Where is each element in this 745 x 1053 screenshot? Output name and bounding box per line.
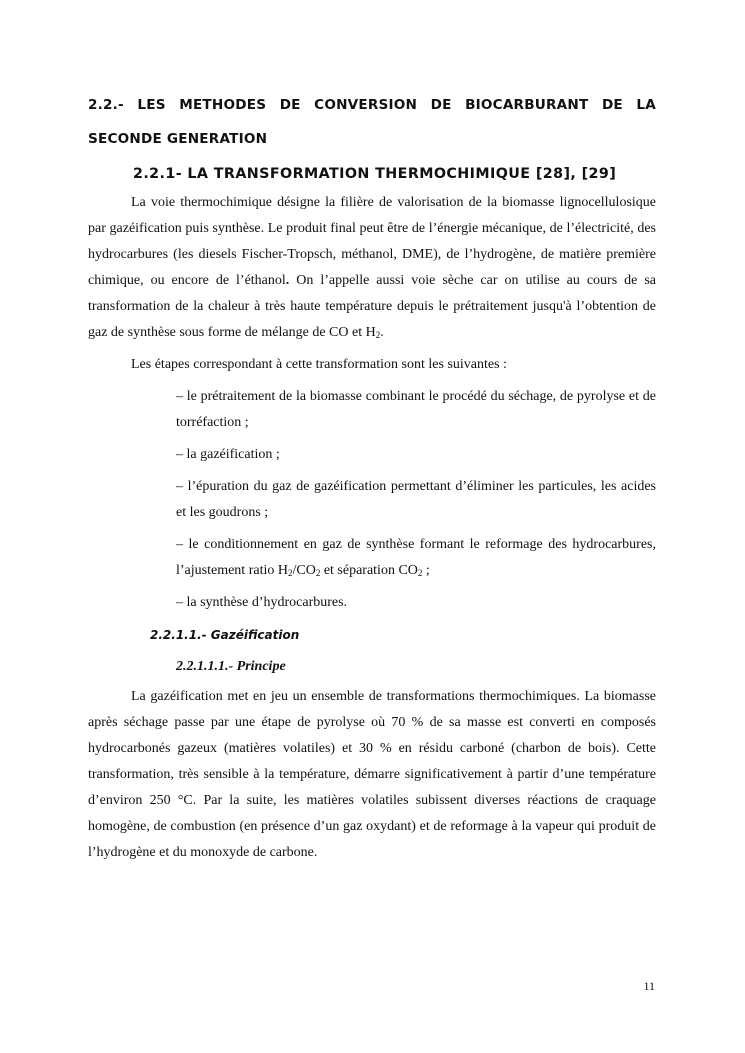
heading-principe: 2.2.1.1.1.- Principe [176, 659, 286, 674]
step-conditionnement [176, 532, 656, 584]
paragraph-etapes: Les étapes correspondant à cette transformation sont les suivantes : [131, 357, 507, 372]
step-gazeification: – la gazéification ; [176, 447, 280, 462]
para1-dot: . [285, 273, 290, 288]
paragraph-gazeification-principe: La gazéification met en jeu un ensemble de transformations thermochimiques. La biomasse après séchage passe par une étape de pyrolyse où 70 % de sa masse est converti en composés hydrocarbonés gazeux (matières volatiles) et 30 % en résidu carboné (charbon de bois). Cette transformation, très sensible à la température, démarre significativement à partir d’une température d’environ 250 °C. Par la suite, les matières volatiles subissent diverses réactions de craquage homogène, de combustion (en présence d’un gaz oxydant) et de reformage à la vapeur qui produit de l’hydrogène et du monoxyde de carbone. [88, 689, 656, 860]
heading-gazeification: 2.2.1.1.- Gazéification [150, 628, 300, 642]
para1-part2: On l’appelle aussi voie sèche car on utilise au cours de sa transformation de la chaleur à très haute température depuis le prétraitement jusqu'à l’obtention de gaz de synthèse sous forme de mélange de CO et H [88, 273, 656, 340]
step4-sub2: 2 [315, 568, 321, 578]
step-pretraitement: – le prétraitement de la biomasse combinant le procédé du séchage, de pyrolyse et de torréfaction ; [176, 389, 656, 430]
page-content [88, 88, 656, 866]
para1-part1: La voie thermochimique désigne la filière de valorisation de la biomasse lignocellulosique par gazéification puis synthèse. Le produit final peut être de l’énergie mécanique, de l’électricité, des hydrocarbures (les diesels Fischer-Tropsch, méthanol, DME), de l’hydrogène, de matière première chimique, ou encore de l’éthanol [88, 195, 656, 288]
subsection-heading: 2.2.1- LA TRANSFORMATION THERMOCHIMIQUE [28], [29] [133, 166, 617, 182]
step4-text2: /CO [292, 563, 316, 578]
step4-text3: et séparation CO [320, 563, 418, 578]
para1-subscript: 2 [375, 330, 381, 340]
step-epuration: – l’épuration du gaz de gazéification permettant d’éliminer les particules, les acides et les goudrons ; [176, 479, 656, 520]
section-heading: 2.2.- LES METHODES DE CONVERSION DE BIOCARBURANT DE LA SECONDE GENERATION [88, 97, 656, 147]
step4-sub1: 2 [287, 568, 293, 578]
steps-list [176, 384, 656, 616]
para1-end: . [380, 325, 384, 340]
paragraph-voie-thermochimique [88, 190, 656, 346]
step4-text1: – le conditionnement en gaz de synthèse formant le reformage des hydrocarbures, l’ajustement ratio H [176, 537, 656, 578]
page-number: 11 [643, 979, 655, 993]
step4-sub3: 2 [417, 568, 423, 578]
step4-text4: ; [422, 563, 430, 578]
step-synthese: – la synthèse d’hydrocarbures. [176, 595, 348, 610]
